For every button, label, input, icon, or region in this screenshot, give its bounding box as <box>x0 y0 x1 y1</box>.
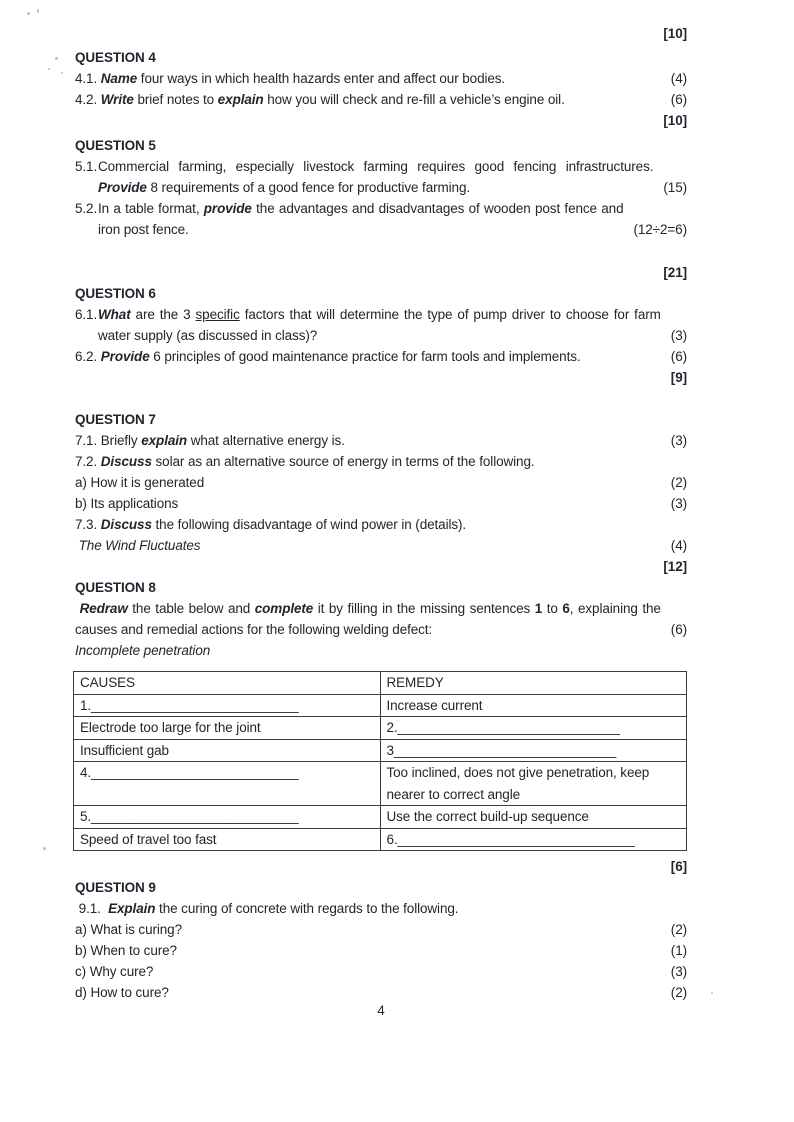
text-segment: four ways in which health hazards enter and affect our bodies. <box>137 71 506 86</box>
page-number: 4 <box>377 1003 385 1018</box>
question-line <box>75 961 687 982</box>
text-segment: the following disadvantage of wind power in (details). <box>151 517 467 532</box>
marks-allocation: (3) <box>670 328 687 343</box>
text-segment: b) When to cure? <box>75 943 177 958</box>
question-text <box>75 472 661 493</box>
marks-allocation: (4) <box>670 71 687 86</box>
question-text <box>75 919 661 940</box>
table-row <box>74 762 687 806</box>
text-segment: Discuss <box>100 517 152 532</box>
question-line <box>75 514 687 535</box>
text-segment: Provide <box>98 180 147 195</box>
table-column-header: REMEDY <box>380 672 687 695</box>
question-text <box>75 982 661 1003</box>
text-segment: 6.2. <box>75 349 101 364</box>
text-segment: Discuss <box>100 454 152 469</box>
question-heading-text: QUESTION 9 <box>75 880 156 895</box>
question-text <box>98 198 628 240</box>
question-line <box>75 156 687 198</box>
text-segment: what alternative energy is. <box>187 433 345 448</box>
question-line <box>75 493 687 514</box>
table-cell: Insufficient gab <box>74 739 381 762</box>
scan-speck <box>711 992 713 994</box>
total-marks: [12] <box>663 559 687 574</box>
text-segment: Incomplete penetration <box>75 643 211 658</box>
question-heading <box>75 283 687 304</box>
section-total-row <box>75 856 687 877</box>
spacer <box>75 240 687 262</box>
text-segment: the curing of concrete with regards to the following. <box>155 901 459 916</box>
spacer <box>75 388 687 409</box>
text-segment: Redraw <box>79 601 128 616</box>
question-line <box>75 68 687 89</box>
text-segment: 7.2. <box>75 454 101 469</box>
section-total-row <box>75 367 687 388</box>
question-heading <box>75 47 687 68</box>
question-heading-text: QUESTION 6 <box>75 286 156 301</box>
section-total-row <box>75 262 687 283</box>
marks-allocation: (3) <box>670 433 687 448</box>
text-segment: are the 3 <box>130 307 196 322</box>
table-cell: Increase current <box>380 694 687 717</box>
marks-allocation: (4) <box>670 538 687 553</box>
text-segment: Commercial farming, especially livestock farming requires good fencing infrastructures. <box>98 159 658 174</box>
text-segment: What <box>98 307 131 322</box>
text-segment: 6 <box>562 601 570 616</box>
question-text <box>75 598 665 640</box>
text-segment: a) How it is generated <box>75 475 205 490</box>
scan-speck <box>27 12 30 15</box>
question-heading <box>75 135 687 156</box>
question-number: 5.2. <box>75 201 98 216</box>
text-segment: explain <box>217 92 264 107</box>
question-heading-text: QUESTION 8 <box>75 580 156 595</box>
question-line <box>75 472 687 493</box>
total-marks: [10] <box>663 26 687 41</box>
marks-allocation: (2) <box>670 475 687 490</box>
document-body <box>75 23 687 1021</box>
text-segment: to <box>542 601 563 616</box>
text-segment: 4.1. <box>75 71 101 86</box>
marks-allocation: (6) <box>670 349 687 364</box>
total-marks: [21] <box>663 265 687 280</box>
table-row <box>74 739 687 762</box>
text-segment: brief notes to <box>133 92 218 107</box>
question-heading <box>75 877 687 898</box>
table-cell: 1.____________________________ <box>74 694 381 717</box>
scan-speck <box>61 72 63 74</box>
question-text <box>75 940 661 961</box>
text-segment: factors that will determine the type of pump driver to choose for farm water supply (as discussed in class)? <box>98 307 665 343</box>
text-segment: it by filling in the missing sentences <box>313 601 535 616</box>
question-heading <box>75 409 687 430</box>
section-total-row <box>75 556 687 577</box>
table-cell: 4.____________________________ <box>74 762 381 806</box>
question-text <box>75 430 661 451</box>
text-segment: d) How to cure? <box>75 985 169 1000</box>
question-text <box>75 961 661 982</box>
question-heading-text: QUESTION 4 <box>75 50 156 65</box>
scan-speck <box>48 68 50 70</box>
question-text <box>98 156 658 198</box>
question-number: 6.1. <box>75 307 98 322</box>
question-line <box>75 430 687 451</box>
text-segment: Name <box>100 71 138 86</box>
question-text <box>75 68 661 89</box>
text-segment: Explain <box>108 901 156 916</box>
question-text <box>75 535 661 556</box>
scan-speck <box>55 57 58 60</box>
marks-allocation: (2) <box>670 985 687 1000</box>
question-text <box>98 304 665 346</box>
marks-allocation: (3) <box>670 496 687 511</box>
question-heading-text: QUESTION 5 <box>75 138 156 153</box>
scan-speck <box>43 847 46 850</box>
text-segment: 6 principles of good maintenance practice for farm tools and implements. <box>149 349 581 364</box>
question-line <box>75 304 687 346</box>
marks-allocation: (2) <box>670 922 687 937</box>
text-segment: Provide <box>100 349 150 364</box>
causes-remedy-table <box>73 671 687 851</box>
text-segment: c) Why cure? <box>75 964 154 979</box>
table-cell: 6.________________________________ <box>380 828 687 851</box>
marks-allocation: (3) <box>670 964 687 979</box>
table-cell: Electrode too large for the joint <box>74 717 381 740</box>
marks-allocation: (15) <box>663 180 687 195</box>
question-text <box>75 898 687 919</box>
text-segment: 8 requirements of a good fence for productive farming. <box>146 180 471 195</box>
table-row <box>74 828 687 851</box>
text-segment: explain <box>141 433 188 448</box>
table-column-header: CAUSES <box>74 672 381 695</box>
text-segment: Write <box>100 92 134 107</box>
text-segment: 1 <box>534 601 543 616</box>
question-text <box>75 346 661 367</box>
section-total-row <box>75 110 687 131</box>
text-segment: 9.1. <box>75 901 109 916</box>
question-text <box>75 640 687 661</box>
scan-speck <box>37 9 39 13</box>
marks-allocation: (1) <box>670 943 687 958</box>
table-cell: 5.____________________________ <box>74 806 381 829</box>
section-total-row <box>75 23 687 44</box>
question-line <box>75 919 687 940</box>
question-line <box>75 89 687 110</box>
marks-allocation: (6) <box>670 92 687 107</box>
question-line <box>75 346 687 367</box>
text-segment: specific <box>195 307 240 322</box>
text-segment: a) What is curing? <box>75 922 182 937</box>
text-segment: b) Its applications <box>75 496 179 511</box>
question-line <box>75 898 687 919</box>
text-segment: 7.1. Briefly <box>75 433 142 448</box>
table-cell: Too inclined, does not give penetration, keep nearer to correct angle <box>380 762 687 806</box>
text-segment: complete <box>254 601 314 616</box>
text-segment: how you will check and re-fill a vehicle’s engine oil. <box>263 92 565 107</box>
text-segment: provide <box>203 201 252 216</box>
question-line <box>75 640 687 661</box>
question-line <box>75 598 687 640</box>
table-row <box>74 806 687 829</box>
text-segment: The Wind Fluctuates <box>75 538 201 553</box>
text-segment: the table below and <box>127 601 255 616</box>
text-segment: In a table format, <box>98 201 204 216</box>
table-cell: 2.______________________________ <box>380 717 687 740</box>
question-text <box>75 89 661 110</box>
text-segment: solar as an alternative source of energy in terms of the following. <box>151 454 535 469</box>
table-row <box>74 694 687 717</box>
marks-allocation: (6) <box>670 622 687 637</box>
total-marks: [6] <box>670 859 687 874</box>
table-cell: Speed of travel too fast <box>74 828 381 851</box>
question-text <box>75 451 687 472</box>
text-segment: 4.2. <box>75 92 101 107</box>
table-cell: Use the correct build-up sequence <box>380 806 687 829</box>
total-marks: [9] <box>670 370 687 385</box>
question-line <box>75 940 687 961</box>
question-text <box>75 514 687 535</box>
text-segment: , explaining the causes and remedial actions for the following welding defect: <box>75 601 665 637</box>
question-line <box>75 198 687 240</box>
text-segment: 7.3. <box>75 517 101 532</box>
question-line <box>75 451 687 472</box>
question-text <box>75 493 661 514</box>
table-row <box>74 717 687 740</box>
marks-allocation: (12÷2=6) <box>633 222 687 237</box>
total-marks: [10] <box>663 113 687 128</box>
text-segment: the advantages and disadvantages of wooden post fence and iron post fence. <box>98 201 628 237</box>
table-cell: 3______________________________ <box>380 739 687 762</box>
question-heading <box>75 577 687 598</box>
question-heading-text: QUESTION 7 <box>75 412 156 427</box>
question-number: 5.1. <box>75 159 98 174</box>
question-line <box>75 535 687 556</box>
